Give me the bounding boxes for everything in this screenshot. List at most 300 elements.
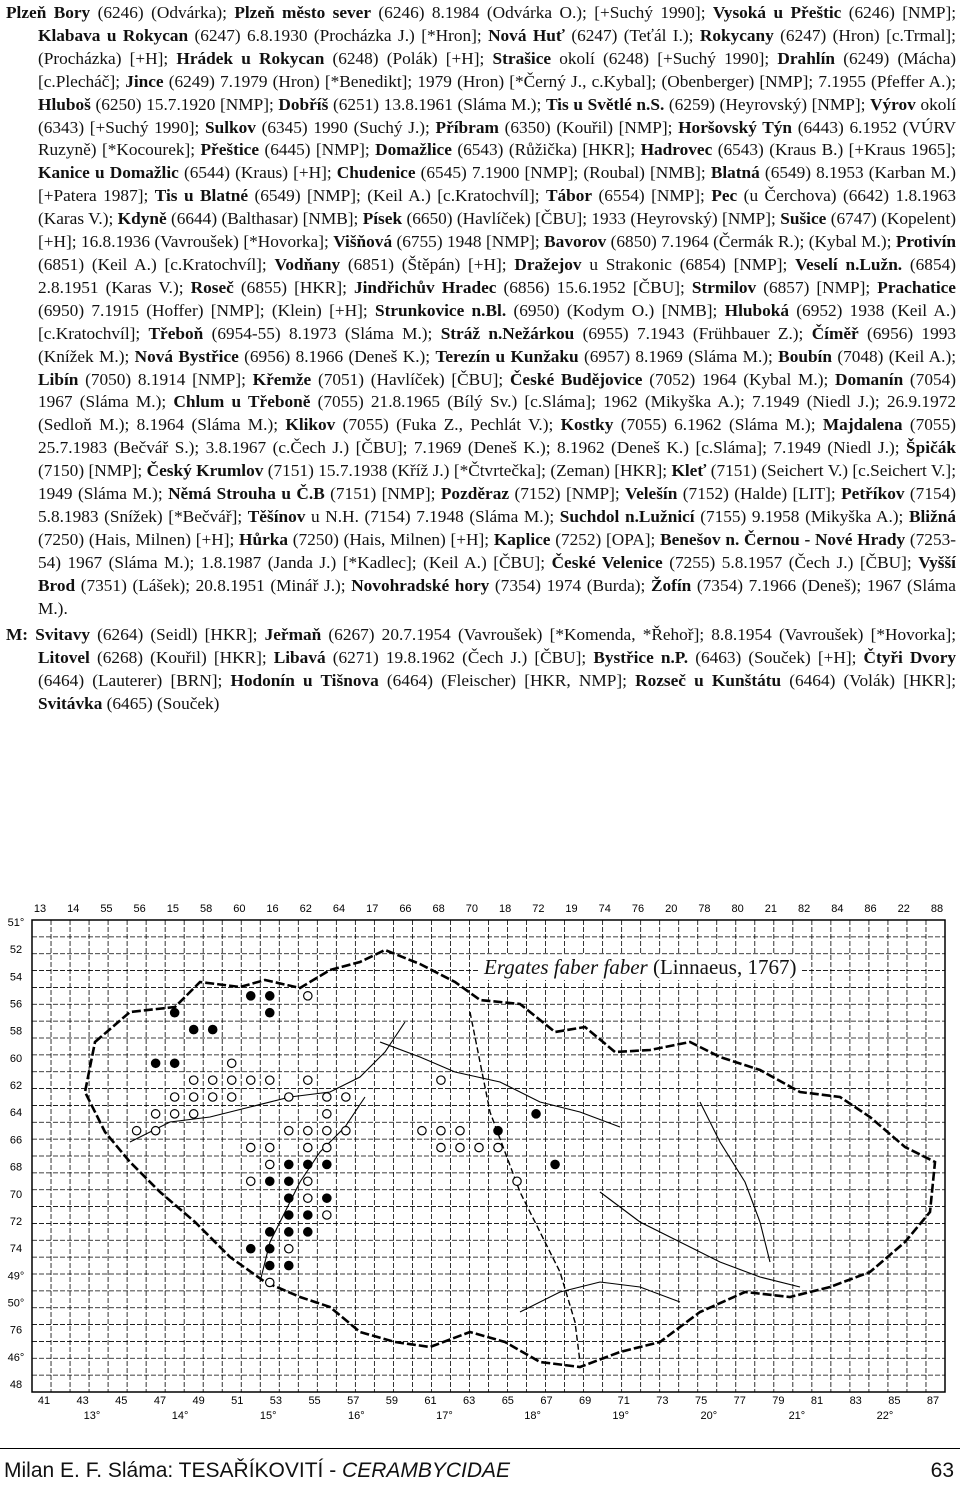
map-top-label: 20 [665, 903, 678, 915]
footer-author-title: Milan E. F. Sláma: TESAŘÍKOVITÍ - [4, 1459, 343, 1482]
record-detail: u N.H. (7154) 7.1948 (Sláma M.); [305, 506, 560, 526]
footer-family: CERAMBYCIDAE [342, 1459, 511, 1482]
map-bottom-label: 59 [385, 1395, 398, 1407]
locality-name: Plzeň město sever [234, 3, 372, 22]
locality-name: Novohradské hory [351, 575, 490, 595]
map-bottom-label: 53 [269, 1395, 283, 1407]
map-left-label: 72 [9, 1215, 23, 1228]
locality-name: Libín [38, 369, 79, 389]
record-detail: (6857) [NMP]; [756, 277, 878, 297]
locality-name: Bližná [908, 506, 957, 526]
record-point-open [285, 1093, 293, 1101]
map-degree-label: 18° [524, 1410, 541, 1422]
record-point-open [437, 1143, 445, 1151]
locality-name: Jindřichův Hradec [353, 277, 497, 297]
record-detail: (6247) 6.8.1930 (Procházka J.) [*Hron]; [188, 25, 489, 45]
record-detail: (6463) (Souček) [+H]; [688, 648, 864, 668]
record-point-open [304, 1194, 312, 1202]
locality-name: M: [6, 625, 36, 645]
record-detail: (6543) (Růžička) [HKR]; [451, 140, 641, 160]
locality-name: Výrov [870, 94, 916, 114]
map-top-label: 74 [598, 903, 611, 915]
record-detail: (6854) 2.8.1951 (Karas V.); [38, 254, 956, 297]
map-degree-label: 16° [348, 1410, 365, 1422]
map-top-label: 14 [67, 903, 80, 915]
record-point-open [418, 1127, 426, 1135]
record-detail: (7253-54) 1967 (Sláma M.); 1.8.1987 (Janda J.) [*Kadlec]; (Keil A.) [ČBU]; [38, 529, 956, 572]
record-detail: (6345) 1990 (Suchý J.); [255, 117, 436, 137]
record-detail: (6549) 8.1953 (Karban M.) [+Patera 1987]; [38, 163, 956, 206]
map-top-label: 21 [764, 903, 778, 915]
map-top-label: 68 [432, 903, 445, 915]
record-detail: (7354) 7.1966 (Deneš); 1967 (Sláma M.). [38, 575, 956, 618]
record-point-open [494, 1143, 502, 1151]
record-detail: (7055) (Fuka Z., Pechlát V.); [335, 415, 561, 435]
record-point-filled [494, 1127, 502, 1135]
record-detail: (6650) (Havlíček) [ČBU]; 1933 (Heyrovský) [NMP]; [402, 209, 781, 229]
record-detail: (7250) (Hais, Milnen) [+H]; [38, 529, 240, 549]
record-point-open [266, 1278, 274, 1286]
locality-name: Benešov n. Černou - Nové Hrady [660, 529, 906, 549]
locality-name: Klikov [285, 415, 336, 435]
record-detail: (6251) 13.8.1961 (Sláma M.); [328, 94, 546, 114]
map-degree-label: 22° [876, 1410, 894, 1422]
map-top-label: 62 [299, 903, 312, 915]
map-title-species: Ergates faber faber [484, 955, 648, 979]
map-top-label: 72 [532, 903, 545, 915]
locality-name: Křemže [252, 369, 312, 389]
record-point-filled [266, 992, 274, 1000]
locality-name: Čtyři Dvory [863, 648, 957, 668]
record-point-open [208, 1076, 216, 1084]
map-top-label: 84 [831, 903, 844, 915]
map-left-label: 66 [9, 1134, 23, 1147]
record-point-filled [304, 1211, 312, 1219]
locality-name: Dražejov [514, 254, 582, 274]
record-point-filled [266, 1228, 274, 1236]
record-point-open [170, 1110, 178, 1118]
record-point-open [456, 1127, 464, 1135]
locality-name: Rozseč u Kunštátu [635, 671, 782, 691]
locality-name: Kdyně [117, 209, 167, 229]
map-left-label: 56 [9, 998, 23, 1011]
map-left-label: 46° [7, 1351, 25, 1364]
locality-name: Strmilov [691, 277, 757, 297]
record-detail: (6954-55) 8.1973 (Sláma M.); [203, 323, 441, 343]
record-detail: (7255) 5.8.1957 (Čech J.) [ČBU]; [662, 552, 919, 572]
map-bottom-label: 43 [76, 1395, 89, 1407]
record-detail: (7050) 8.1914 [NMP]; [78, 369, 253, 389]
record-detail: (6350) (Kouřil) [NMP]; [498, 117, 679, 137]
record-point-filled [247, 1245, 255, 1253]
map-left-label: 54 [9, 971, 23, 984]
locality-name: Sulkov [204, 117, 256, 137]
map-bottom-label: 69 [579, 1395, 592, 1407]
record-detail: u Strakonic (6854) [NMP]; [581, 254, 796, 274]
locality-name: Písek [362, 209, 403, 229]
record-point-filled [551, 1160, 559, 1168]
locality-name: České Velenice [551, 552, 663, 572]
map-bottom-label: 83 [849, 1395, 862, 1407]
map-degree-label: 19° [612, 1410, 629, 1422]
map-bottom-label: 81 [810, 1395, 824, 1407]
record-detail: okolí (6343) [+Suchý 1990]; [38, 94, 956, 137]
map-degree-label: 15° [259, 1410, 277, 1422]
record-point-filled [151, 1059, 159, 1067]
map-top-label: 60 [233, 903, 246, 915]
record-point-open [247, 1143, 255, 1151]
record-detail: (6956) 8.1966 (Deneš K.); [238, 346, 436, 366]
map-top-label: 88 [930, 903, 944, 915]
map-top-label: 82 [797, 903, 811, 915]
map-top-label: 64 [332, 903, 346, 915]
record-detail: (7250) (Hais, Milnen) [+H]; [288, 529, 494, 549]
record-detail: (6851) (Štěpán) [+H]; [340, 254, 515, 274]
record-detail: (6247) (Teťál I.); [564, 25, 700, 45]
locality-name: Žofín [650, 575, 692, 595]
map-top-label: 70 [465, 903, 479, 915]
record-point-filled [266, 1245, 274, 1253]
map-top-label: 80 [731, 903, 744, 915]
record-detail: (u Čerchova) (6642) 1.8.1963 (Karas V.); [38, 186, 956, 229]
river [700, 1102, 770, 1262]
record-detail: (7152) [NMP]; [509, 484, 626, 504]
record-point-open [170, 1093, 178, 1101]
locality-name: Vodňany [274, 254, 341, 274]
map-bottom-label: 55 [308, 1395, 321, 1407]
locality-name: Bystřice n.P. [593, 648, 689, 668]
record-point-open [266, 1160, 274, 1168]
record-point-open [323, 1127, 331, 1135]
locality-name: Jince [125, 71, 164, 91]
record-point-open [323, 1143, 331, 1151]
locality-name: Těšínov [247, 506, 306, 526]
map-bottom-label: 47 [153, 1395, 167, 1407]
locality-name: Tábor [545, 186, 593, 206]
record-detail: (6856) 15.6.1952 [ČBU]; [496, 277, 692, 297]
locality-name: Sušice [780, 209, 827, 229]
map-bottom-label: 85 [888, 1395, 901, 1407]
locality-name: Tis u Blatné [154, 186, 249, 206]
record-detail: (6554) [NMP]; [592, 186, 712, 206]
record-detail: (6543) (Kraus B.) [+Kraus 1965]; [712, 140, 956, 160]
map-left-label: 49° [7, 1270, 25, 1283]
locality-name: Protivín [895, 232, 956, 252]
record-point-filled [208, 1025, 216, 1033]
map-top-label: 86 [864, 903, 877, 915]
map-left-label: 50° [7, 1297, 25, 1310]
record-point-open [208, 1093, 216, 1101]
map-top-label: 22 [897, 903, 910, 915]
record-point-open [189, 1093, 197, 1101]
map-left-label: 74 [9, 1243, 23, 1256]
locality-name: Přeštice [200, 140, 260, 160]
map-bottom-label: 77 [733, 1395, 746, 1407]
map-degree-label: 13° [83, 1410, 101, 1422]
record-point-filled [285, 1177, 293, 1185]
record-point-filled [323, 1160, 331, 1168]
map-bottom-label: 71 [617, 1395, 630, 1407]
map-left-label: 48 [9, 1379, 23, 1391]
map-top-label: 56 [133, 903, 146, 915]
map-left-label: 58 [9, 1025, 23, 1038]
locality-name: Špičák [906, 438, 956, 458]
record-detail: (6544) (Kraus) [+H]; [178, 163, 337, 183]
locality-name: Petříkov [841, 484, 905, 504]
record-point-open [266, 1076, 274, 1084]
map-bottom-label: 63 [463, 1395, 476, 1407]
text-block [6, 2, 956, 716]
locality-name: Veselí n.Lužn. [795, 254, 903, 274]
locality-name: Hluboš [38, 94, 91, 114]
record-point-filled [304, 1160, 312, 1168]
locality-name: Nová Bystřice [134, 346, 239, 366]
record-point-open [304, 1177, 312, 1185]
record-detail: (6955) 7.1943 (Frühbauer Z.); [574, 323, 812, 343]
map-top-label: 18 [498, 903, 512, 915]
record-detail: (7151) (Seichert V.) [c.Seichert V.]; 1949 (Sláma M.); [38, 461, 956, 504]
record-detail: (6247) (Hron) [c.Trmal]; (Procházka) [+H]; [38, 25, 956, 68]
locality-name: Horšovský Týn [678, 117, 792, 137]
record-point-open [475, 1143, 483, 1151]
map-bottom-label: 49 [192, 1395, 205, 1407]
record-detail: (6248) (Polák) [+H]; [324, 48, 493, 68]
locality-name: Blatná [710, 163, 760, 183]
record-point-open [151, 1127, 159, 1135]
record-point-open [189, 1076, 197, 1084]
record-detail: (7154) 5.8.1983 (Snížek) [*Bečvář]; [38, 484, 956, 526]
record-point-filled [285, 1261, 293, 1269]
locality-name: Libavá [273, 648, 326, 668]
record-point-filled [285, 1228, 293, 1236]
map-bottom-label: 87 [926, 1395, 940, 1407]
record-point-filled [247, 992, 255, 1000]
locality-name: Svitávka [38, 694, 103, 714]
locality-name: Stráž n.Nežárkou [440, 323, 575, 343]
map-bottom-label: 57 [347, 1395, 360, 1407]
record-detail: (6956) 1993 (Knížek M.); [38, 323, 956, 366]
record-detail: (6264) (Seidl) [HKR]; [89, 625, 265, 645]
locality-name: Třeboň [148, 323, 204, 343]
paragraph-moravia-records [6, 624, 956, 716]
map-top-label: 15 [166, 903, 180, 915]
map-top-label: 19 [565, 903, 578, 915]
map-bottom-label: 51 [231, 1395, 244, 1407]
record-detail: (6249) 7.1979 (Hron) [*Benedikt]; 1979 (Hron) [*Černý J., c.Kybal]; (Obenberger) [NMP]; 7.1955 (Pfeffer A.); [163, 71, 956, 91]
record-point-filled [323, 1194, 331, 1202]
record-point-open [323, 1110, 331, 1118]
record-detail: (6465) (Souček) [102, 694, 220, 714]
map-bottom-label: 61 [424, 1395, 437, 1407]
locality-name: Hůrka [239, 529, 289, 549]
paragraph-bohemia-records [6, 2, 956, 620]
locality-name: Hodonín u Tišnova [230, 671, 379, 691]
locality-name: Domanín [835, 369, 904, 389]
locality-name: Vyšší Brod [38, 552, 956, 595]
map-top-label: 58 [199, 903, 213, 915]
record-detail: (6747) (Kopelent) [+H]; 16.8.1936 (Vavroušek) [*Hovorka]; [38, 209, 957, 252]
locality-name: Drahlín [777, 48, 836, 68]
locality-name: Klabava u Rokycan [38, 25, 189, 45]
map-top-label: 78 [698, 903, 711, 915]
record-detail: (7152) (Halde) [LIT]; [677, 484, 842, 504]
record-detail: (6464) (Fleischer) [HKR, NMP]; [378, 671, 636, 691]
map-top-label: 55 [100, 903, 113, 915]
record-point-open [132, 1127, 140, 1135]
locality-name: Chlum u Třeboně [173, 392, 311, 412]
map-bottom-label: 45 [115, 1395, 128, 1407]
page-footer [0, 1459, 960, 1485]
record-detail: (6855) [HKR]; [233, 277, 354, 297]
map-title [478, 955, 802, 980]
record-detail: (6950) (Kodym O.) [NMB]; [506, 300, 725, 320]
map-degree-label: 20° [700, 1410, 718, 1422]
locality-name: Hadrovec [640, 140, 713, 160]
locality-name: Višňová [333, 232, 393, 252]
record-point-open [304, 992, 312, 1000]
record-point-open [342, 1127, 350, 1135]
map-top-label: 16 [266, 903, 279, 915]
record-point-open [228, 1093, 236, 1101]
locality-name: Vysoká u Přeštic [712, 3, 842, 22]
map-left-label: 76 [9, 1324, 23, 1337]
record-point-open [247, 1177, 255, 1185]
record-point-filled [189, 1025, 197, 1033]
map-bottom-label: 73 [656, 1395, 669, 1407]
map-top-label: 76 [631, 903, 645, 915]
record-point-open [304, 1143, 312, 1151]
map-left-label: 64 [9, 1107, 23, 1120]
map-top-label: 66 [399, 903, 412, 915]
footer-rule [0, 1448, 960, 1449]
map-left-label: 68 [9, 1161, 23, 1174]
locality-name: Příbram [435, 117, 499, 137]
map-bottom-label: 79 [772, 1395, 785, 1407]
record-point-open [285, 1245, 293, 1253]
country-border [85, 950, 935, 1367]
record-detail: (6268) (Kouřil) [HKR]; [89, 648, 274, 668]
record-detail: (7051) (Havlíček) [ČBU]; [311, 369, 510, 389]
map-top-label: 17 [366, 903, 379, 915]
locality-name: Litovel [38, 648, 90, 668]
map-left-label: 51° [7, 917, 25, 929]
locality-name: Nová Huť [488, 25, 565, 45]
locality-name: Chudenice [336, 163, 416, 183]
map-degree-label: 17° [436, 1410, 453, 1422]
record-detail: (7055) 6.1962 (Sláma M.); [613, 415, 823, 435]
record-detail: (7155) 9.1958 (Mikyška A.); [694, 506, 909, 526]
locality-name: Plzeň Bory [6, 3, 91, 22]
map-left-label: 52 [9, 944, 23, 957]
locality-name: Pec [711, 186, 738, 206]
record-detail: (7151) [NMP]; [324, 484, 441, 504]
locality-name: Svitavy [35, 625, 90, 645]
record-detail: (6464) (Lauterer) [BRN]; [38, 671, 231, 691]
record-point-open [513, 1177, 521, 1185]
record-detail: (6850) 7.1964 (Čermák R.); (Kybal M.); [606, 232, 896, 252]
record-detail: (6464) (Volák) [HKR]; [781, 671, 956, 691]
record-detail: (6755) 1948 [NMP]; [392, 232, 545, 252]
map-degree-label: 14° [171, 1410, 189, 1422]
locality-name: České Budějovice [509, 369, 643, 389]
record-detail: (7048) (Keil A.); [831, 346, 957, 366]
record-detail: okolí (6248) [+Suchý 1990]; [551, 48, 778, 68]
record-point-filled [285, 1211, 293, 1219]
record-detail: (7055) 21.8.1965 (Bílý Sv.) [c.Sláma]; 1962 (Mikyška A.); 7.1949 (Niedl J.); 26.9.1972 (Sedloň M.); 8.1964 (Sláma M.); [38, 392, 956, 435]
map-bottom-label: 75 [694, 1395, 708, 1407]
map-title-author: (Linnaeus, 1767) [652, 955, 797, 979]
record-detail: (7150) [NMP]; [38, 461, 147, 481]
record-detail: (6851) (Keil A.) [c.Kratochvíl]; [38, 254, 275, 274]
locality-name: Číměř [811, 323, 859, 343]
record-detail: (6246) [NMP]; [841, 3, 957, 22]
record-point-open [323, 1211, 331, 1219]
locality-name: Strunkovice n.Bl. [374, 300, 507, 320]
record-detail: (6443) 6.1952 (VÚRV Ruzyně) [*Kocourek]; [38, 117, 956, 160]
record-detail: (7252) [OPA]; [550, 529, 661, 549]
map-bottom-label: 65 [501, 1395, 514, 1407]
record-point-open [151, 1110, 159, 1118]
locality-name: Pozděraz [440, 484, 510, 504]
map-left-label: 70 [9, 1188, 23, 1201]
record-detail: (7351) (Lášek); 20.8.1951 (Minář J.); [75, 575, 352, 595]
locality-name: Suchdol n.Lužnicí [559, 506, 695, 526]
record-point-filled [266, 1009, 274, 1017]
record-detail: (7151) 15.7.1938 (Kříž J.) [*Čtvrtečka]; (Zeman) [HKR]; [263, 461, 672, 481]
record-point-open [228, 1076, 236, 1084]
page-number: 63 [930, 1459, 954, 1482]
locality-name: Boubín [778, 346, 832, 366]
locality-name: Kanice u Domažlic [38, 163, 179, 183]
record-detail: (6259) (Heyrovský) [NMP]; [664, 94, 871, 114]
record-detail: (6250) 15.7.1920 [NMP]; [90, 94, 279, 114]
locality-name: Strašice [492, 48, 552, 68]
record-point-filled [304, 1228, 312, 1236]
record-point-open [228, 1059, 236, 1067]
record-point-open [266, 1143, 274, 1151]
record-detail: (7054) 1967 (Sláma M.); [38, 369, 956, 412]
record-point-filled [170, 1059, 178, 1067]
record-point-filled [266, 1261, 274, 1269]
record-detail: (6271) 19.8.1962 (Čech J.) [ČBU]; [325, 648, 594, 668]
locality-name: Bavorov [544, 232, 607, 252]
locality-name: Dobříš [278, 94, 329, 114]
record-point-filled [266, 1177, 274, 1185]
record-point-filled [170, 1009, 178, 1017]
map-left-label: 60 [9, 1052, 23, 1065]
locality-name: Kaplice [493, 529, 551, 549]
record-point-open [323, 1093, 331, 1101]
record-detail: (6267) 20.7.1954 (Vavroušek) [*Komenda, *Řehoř]; 8.8.1954 (Vavroušek) [*Hovorka]; [321, 625, 957, 645]
map-top-label: 13 [33, 903, 47, 915]
locality-name: Němá Strouha u Č.B [168, 484, 325, 504]
locality-name: Domažlice [375, 140, 452, 160]
record-detail: (6549) [NMP]; (Keil A.) [c.Kratochvíl]; [248, 186, 546, 206]
locality-name: Tis u Světlé n.S. [545, 94, 665, 114]
locality-name: Rokycany [699, 25, 774, 45]
record-detail: (6246) (Odvárka); [90, 3, 235, 22]
record-detail: (7354) 1974 (Burda); [489, 575, 651, 595]
locality-name: Roseč [190, 277, 234, 297]
record-point-filled [285, 1194, 293, 1202]
record-point-open [285, 1127, 293, 1135]
record-point-filled [285, 1160, 293, 1168]
record-point-filled [532, 1110, 540, 1118]
locality-name: Majdalena [822, 415, 903, 435]
locality-name: Český Krumlov [146, 461, 264, 481]
locality-name: Hluboká [724, 300, 789, 320]
record-detail: (6246) 8.1984 (Odvárka O.); [+Suchý 1990]; [371, 3, 713, 22]
